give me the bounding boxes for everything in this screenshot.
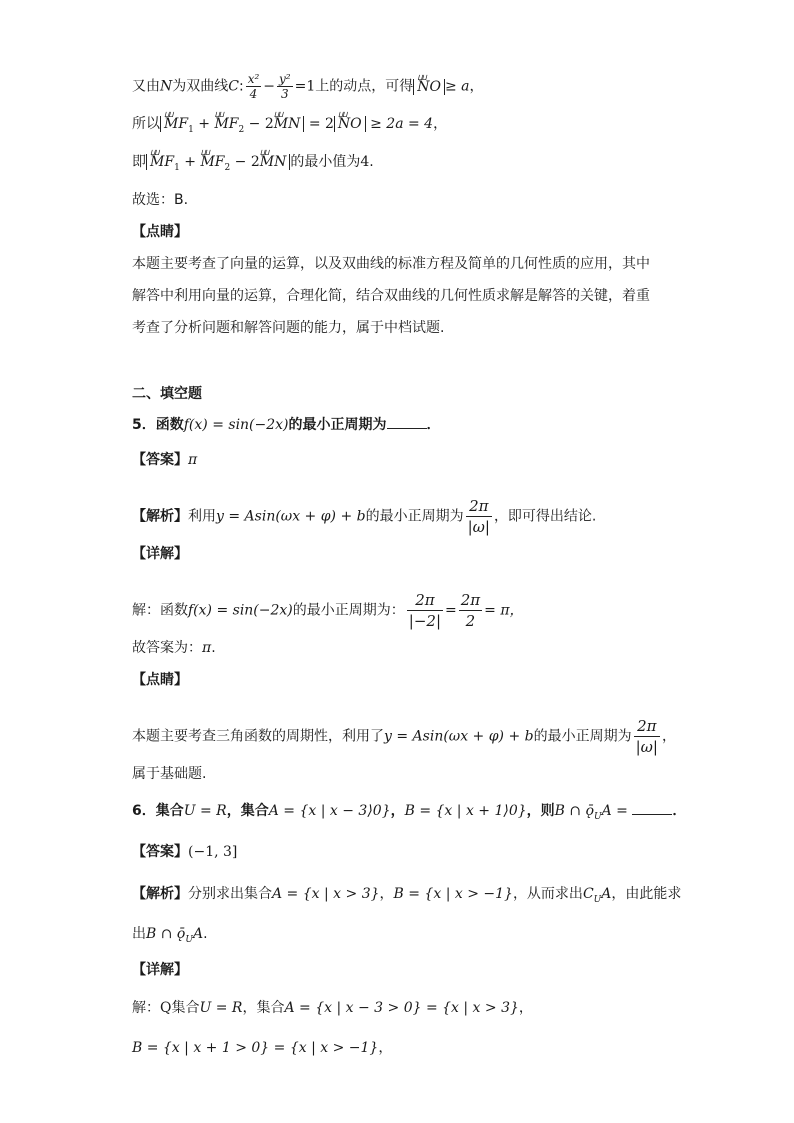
fraction-period: $\frac{2\pi}{|\omega|}$ <box>467 497 490 536</box>
vector-norm-sum: ⵡⵡ $MF_1$ + ⵡⵡ $MF_2$ − 2ⵡⵡ MN <box>160 116 304 132</box>
q5-conclusion: 故答案为：π. <box>132 640 216 656</box>
minus: − <box>263 78 275 95</box>
math-expr: f(x) = sin(−2x) <box>183 417 289 433</box>
text: . <box>369 154 374 170</box>
text: 的最小值为 <box>290 154 361 170</box>
q5-comment-heading: 【点睛】 <box>132 672 188 688</box>
value-4: 4 <box>360 154 370 170</box>
text: 又由 <box>132 78 160 95</box>
vector-norm-no: ⵡⵡ NO <box>413 79 445 95</box>
math-c: C <box>228 78 239 95</box>
q6-detail-heading: 【详解】 <box>132 962 188 978</box>
q4-comment-body: 本题主要考查了向量的运算，以及双曲线的标准方程及简单的几何性质的应用，其中解答中利用向量的运算，合理化简，结合双曲线的几何性质求解是解答的关键，着重考查了分析问题和解答问题的能力，属于中档试题. <box>132 256 650 336</box>
answer-blank <box>387 414 427 429</box>
text: 为双曲线 <box>172 78 229 95</box>
equals-one: =1 <box>294 78 316 95</box>
vector-norm-sum: ⵡⵡ $MF_1$ + ⵡⵡ $MF_2$ − 2ⵡⵡ MN <box>146 154 290 170</box>
q5-detail: 解：函数f(x) = sin(−2x)的最小正周期为： $\frac{2\pi}{|-2|}$ = $\frac{2\pi}{2}$ = π， <box>132 591 524 630</box>
q6-analysis-cont: 出B ∩ $ǭ_UA$. <box>132 926 208 945</box>
text: : <box>238 78 244 95</box>
q6-answer: 【答案】(−1, 3] <box>132 844 238 860</box>
q4-line-3 <box>132 152 374 178</box>
q5-analysis: 【解析】利用y = Asin(ωx + φ) + b的最小正周期为 $\frac{2\pi}{|\omega|}$ ，即可得出结论. <box>132 497 597 536</box>
text: 即 <box>132 154 146 170</box>
q5-question: 5．函数f(x) = sin(−2x)的最小正周期为 ． <box>132 414 441 435</box>
section-title: 二、填空题 <box>132 386 202 402</box>
fraction-x2-4: $\frac{\text{x²}}{4}$ <box>247 72 260 101</box>
text: ， <box>469 78 484 95</box>
fraction-y2-3: $\frac{\text{y²}}{3}$ <box>279 72 291 101</box>
fraction-2pi-over-abs-neg2: $\frac{2\pi}{|-2|}$ <box>408 591 442 630</box>
vector-norm-no: ⵡⵡ NO <box>334 116 366 132</box>
fraction-period: $\frac{2\pi}{|\omega|}$ <box>635 717 658 756</box>
fraction-2pi-over-2: $\frac{2\pi}{2}$ <box>460 591 481 630</box>
q5-comment-end: 属于基础题. <box>132 766 207 782</box>
q4-choice: 故选：B. <box>132 192 189 208</box>
q6-detail-2: B = {x | x + 1 > 0} = {x | x > −1}， <box>132 1040 393 1056</box>
q6-detail-1: 解：Q集合U = R，集合A = {x | x − 3 > 0} = {x | x > 3}， <box>132 1000 533 1016</box>
inequality: ≥ a <box>444 78 470 95</box>
inequality: ≥ 2a = 4 <box>365 116 434 132</box>
q5-answer: 【答案】π <box>132 452 198 468</box>
q6-question: 6．集合U = R，集合A = {x | x − 3⟩0}，B = {x | x + 1⟩0}，则B ∩ $ǭ_UA$ = ． <box>132 800 686 827</box>
q4-line-1 <box>132 72 484 101</box>
answer-blank <box>632 800 672 815</box>
q5-detail-heading: 【详解】 <box>132 546 188 562</box>
equals-two: = 2 <box>304 116 334 132</box>
q4-line-2 <box>132 114 447 140</box>
math-n: N <box>160 78 173 95</box>
text: ， <box>433 116 448 132</box>
q6-analysis: 【解析】分别求出集合A = {x | x > 3}，B = {x | x > −1}，从而求出$C_UA$，由此能求 <box>132 886 682 905</box>
q5-comment: 本题主要考查三角函数的周期性，利用了y = Asin(ωx + φ) + b的最小正周期为 $\frac{2\pi}{|\omega|}$ ， <box>132 717 676 756</box>
text: 所以 <box>132 116 160 132</box>
text: 上的动点，可得 <box>315 78 414 95</box>
q4-comment-heading: 【点睛】 <box>132 224 188 240</box>
